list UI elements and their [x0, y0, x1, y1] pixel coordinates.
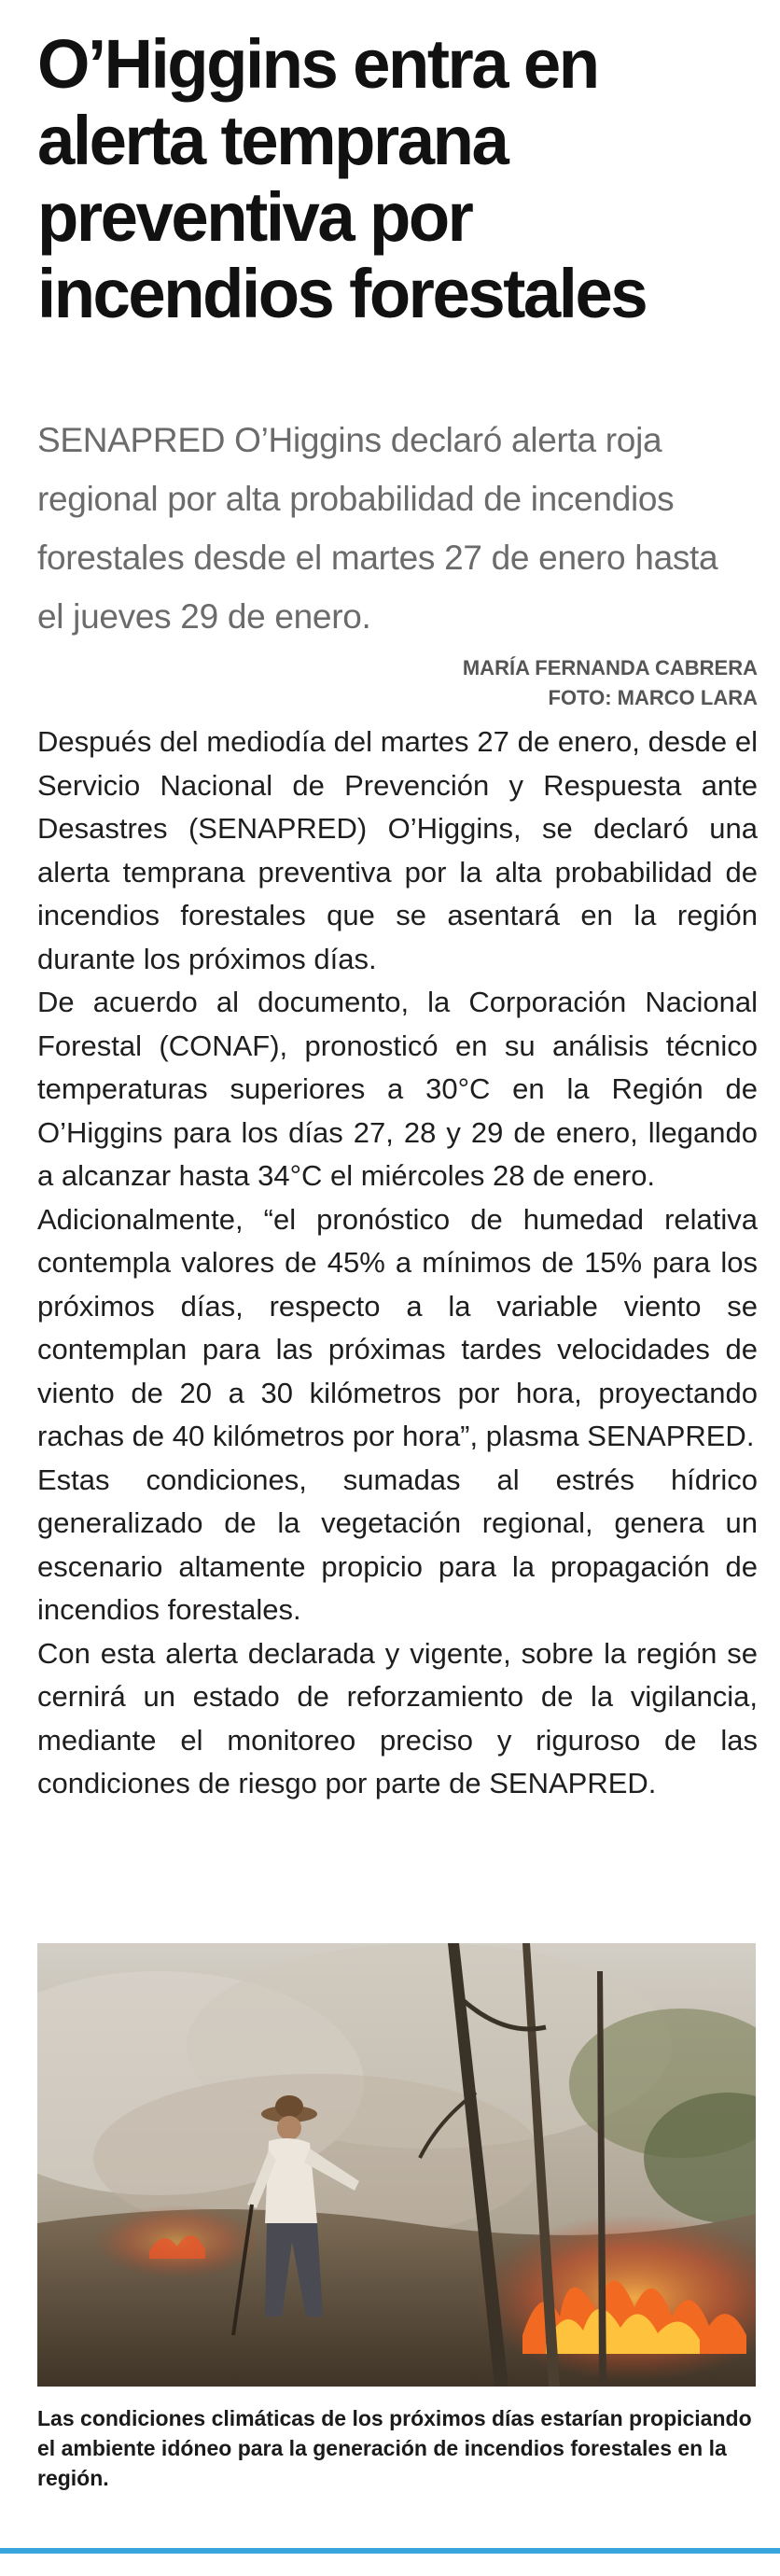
body-paragraph: Estas condiciones, sumadas al estrés hídrico generalizado de la vegetación regional, genera un escenario altamente propicio para la propagación de incendios forestales. [37, 1463, 758, 1626]
wildfire-photo [37, 1943, 756, 2387]
body-paragraph: Después del mediodía del martes 27 de enero, desde el Servicio Nacional de Prevención y Respuesta ante Desastres (SENAPRED) O’Higgins, se declaró una alerta temprana preventiva por la alta probabilidad de incendios forestales que se asentará en la región durante los próximos días. [37, 725, 758, 975]
bottom-accent-rule [0, 2548, 780, 2554]
photo-caption: Las condiciones climáticas de los próximos días estarían propiciando el ambiente idóneo para la generación de incendios forestales en la región. [37, 2406, 752, 2490]
deck-subtitle: SENAPRED O’Higgins declaró alerta roja regional por alta probabilidad de incendios forestales desde el martes 27 de enero hasta el jueves 29 de enero. [37, 421, 718, 636]
body-paragraph: De acuerdo al documento, la Corporación Nacional Forestal (CONAF), pronosticó en su análisis técnico temperaturas superiores a 30°C en la Región de O’Higgins para los días 27, 28 y 29 de enero, llegando a alcanzar hasta 34°C el miércoles 28 de enero. [37, 986, 758, 1192]
body-paragraph: Adicionalmente, “el pronóstico de humedad relativa contempla valores de 45% a mínimos de 15% para los próximos días, respecto a la variable viento se contemplan para las próximas tardes velocidades de viento de 20 a 30 kilómetros por hora, proyectando rachas de 40 kilómetros por hora”, plasma SENAPRED. [37, 1202, 758, 1452]
author-name: MARÍA FERNANDA CABRERA [462, 656, 758, 679]
article-body [37, 721, 758, 1806]
byline [463, 653, 758, 713]
headline: O’Higgins entra en alerta temprana preventiva por incendios forestales [37, 25, 647, 332]
wildfire-illustration [37, 1943, 756, 2387]
body-paragraph: Con esta alerta declarada y vigente, sobre la región se cernirá un estado de reforzamiento de la vigilancia, mediante el monitoreo preciso y riguroso de las condiciones de riesgo por parte de SENAPRED. [37, 1636, 758, 1799]
photo-credit: FOTO: MARCO LARA [548, 686, 758, 709]
